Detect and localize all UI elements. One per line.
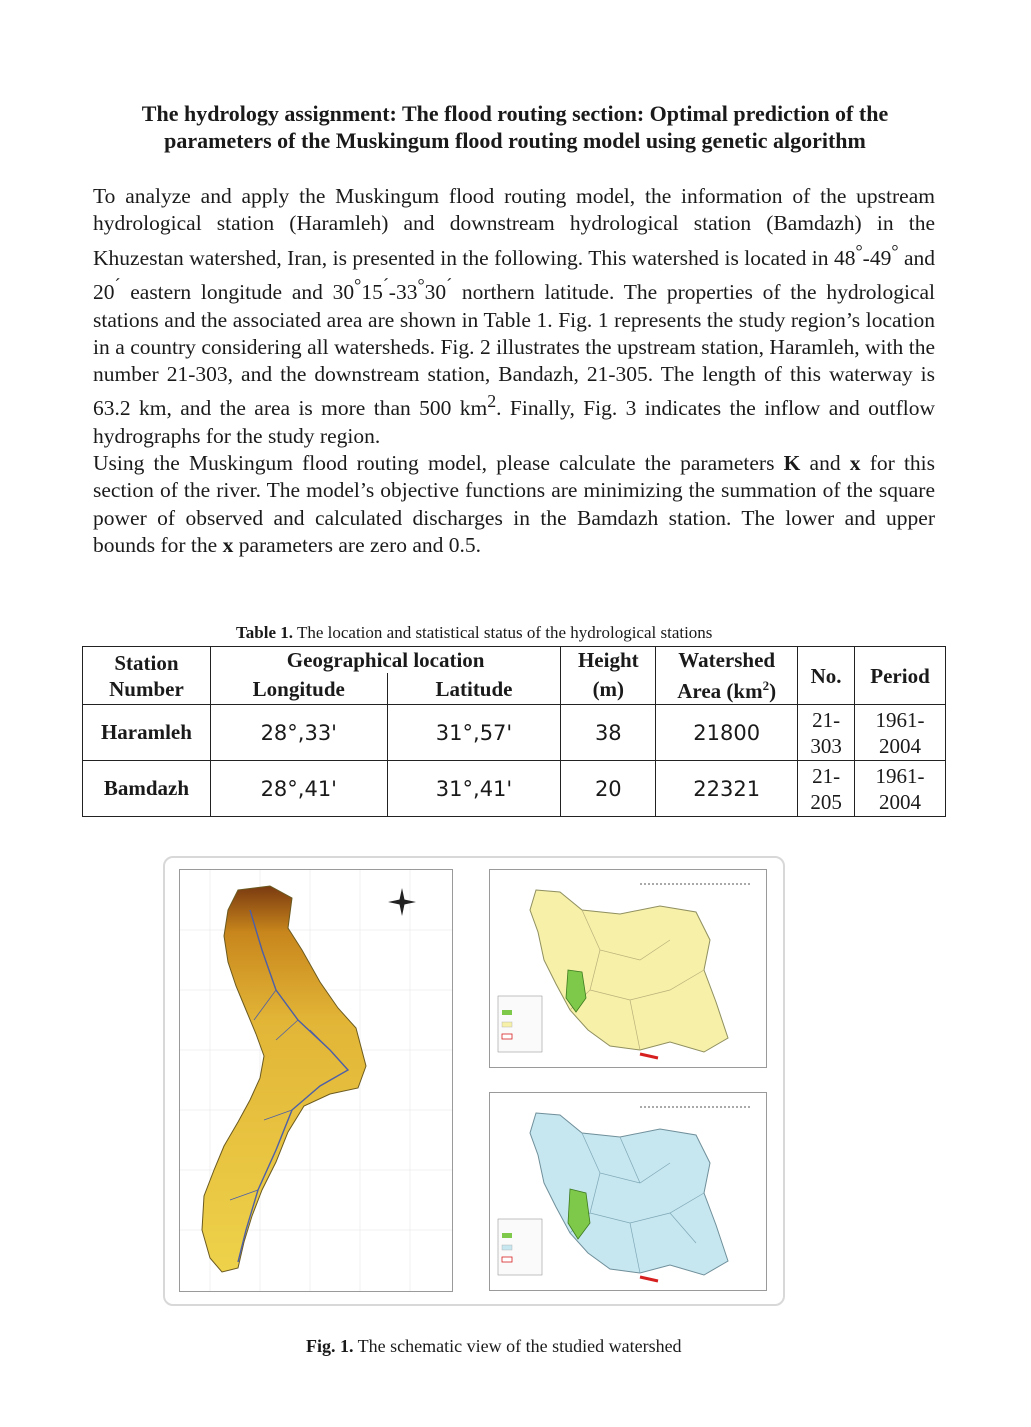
table-row: [83, 761, 946, 817]
iran-provinces-map: [490, 870, 766, 1067]
header-longitude: Longitude: [210, 673, 387, 705]
header-height-unit: (m): [561, 673, 656, 705]
title-line-1: The hydrology assignment: The flood routing section: Optimal prediction of the: [141, 101, 889, 126]
table-caption-text: The location and statistical status of the hydrological stations: [293, 623, 713, 642]
station-no: [798, 705, 855, 761]
latitude-value: 31°,41': [387, 761, 561, 817]
area-value: 22321: [656, 761, 798, 817]
station-period: [855, 761, 946, 817]
iran-provinces-panel: [489, 869, 767, 1068]
height-value: 38: [561, 705, 656, 761]
minute-sign: ´: [382, 275, 389, 296]
table-header-row-1: [83, 647, 946, 674]
body-text: [93, 183, 935, 559]
p1-text-9: . Finally, Fig. 3 indicates the inflow and outflow hydrographs for the study region.: [93, 396, 935, 448]
degree-sign: °: [417, 275, 425, 296]
minute-sign: ´: [446, 275, 453, 296]
figure-caption-label: Fig. 1.: [306, 1336, 354, 1356]
period-line2: 2004: [879, 789, 922, 814]
p1-text-3: and 20: [93, 245, 935, 305]
header-station-line1: Station: [114, 650, 179, 675]
squared-sign: 2: [487, 391, 497, 412]
table-row: [83, 705, 946, 761]
p2-text-3: parameters are zero and 0.5.: [233, 533, 482, 558]
station-no-line2: 303: [810, 733, 842, 758]
header-station-number: [83, 647, 211, 705]
figure-1-frame: [163, 856, 785, 1306]
p1-text-2: -49: [862, 245, 892, 270]
header-area-close: ): [769, 679, 777, 703]
station-no: [798, 761, 855, 817]
p2-text-1: Using the Muskingum flood routing model, please calculate the parameters: [93, 451, 784, 476]
table-caption: [236, 623, 712, 643]
period-line1: 1961-: [875, 763, 925, 788]
header-watershed: Watershed: [656, 647, 798, 674]
figure-caption-text: The schematic view of the studied watershed: [353, 1336, 682, 1356]
header-station-line2: Number: [109, 676, 184, 701]
param-x: x: [849, 451, 861, 476]
header-watershed-area: [656, 673, 798, 705]
period-line1: 1961-: [875, 707, 925, 732]
header-latitude: Latitude: [387, 673, 561, 705]
figure-caption: [306, 1336, 682, 1357]
iran-outline: [530, 1113, 728, 1275]
header-no: No.: [798, 647, 855, 705]
header-period: Period: [855, 647, 946, 705]
degree-sign: °: [354, 275, 362, 296]
latitude-value: 31°,57': [387, 705, 561, 761]
longitude-value: 28°,33': [210, 705, 387, 761]
p1-text-6: -33: [388, 280, 418, 305]
p2-and: and: [800, 451, 850, 476]
p2-text-2: for this section of the river. The model’s objective functions are minimizing the summation of the square power of observed and calculated discharges in the Bamdazh station. The lower and upper bounds for the: [93, 451, 936, 558]
header-area-text: Area (km: [677, 679, 763, 703]
station-no-line1: 21-: [812, 707, 841, 732]
watershed-shape: [202, 886, 366, 1272]
header-area-sup: 2: [762, 678, 770, 693]
paragraph-intro: [93, 183, 935, 450]
p1-text-4: eastern longitude and 30: [120, 280, 355, 305]
title-line-2: parameters of the Muskingum flood routing model using genetic algorithm: [164, 128, 866, 153]
iran-outline: [530, 890, 728, 1052]
p1-text-7: 30: [424, 280, 447, 305]
longitude-value: 28°,41': [210, 761, 387, 817]
paper-title: [80, 100, 950, 154]
degree-sign: °: [891, 240, 899, 261]
p1-text-8: northern latitude. The properties of the hydrological stations and the associated area are shown in Table 1. Fig. 1 represents the study region’s location in a country considering all watersheds. Fig. 2 illustrates the upstream station, Haramleh, with the number 21-303, and the downstream station, Bandazh, 21-305. The length of this waterway is 63.2 km, and the area is more than 500 km: [93, 280, 935, 421]
station-no-line1: 21-: [812, 763, 841, 788]
p1-text-5: 15: [361, 280, 383, 305]
stations-table: [82, 646, 946, 817]
minute-sign: ´: [114, 275, 121, 296]
header-height: Height: [561, 647, 656, 674]
param-x-2: x: [222, 533, 234, 558]
period-line2: 2004: [879, 733, 922, 758]
north-arrow-icon: [388, 888, 416, 916]
table-caption-label: Table 1.: [236, 623, 294, 642]
iran-watersheds-map: [490, 1093, 766, 1290]
param-k: K: [783, 451, 801, 476]
station-name: Bamdazh: [83, 761, 211, 817]
p1-text-1: To analyze and apply the Muskingum flood routing model, the information of the upstream hydrological station (Haramleh) and downstream hydrological station (Bamdazh) in the Khuzestan watershed, Iran, is presented in the following. This watershed is located in 48: [93, 184, 935, 270]
station-name: Haramleh: [83, 705, 211, 761]
watershed-map: [180, 870, 452, 1291]
degree-sign: °: [855, 240, 863, 261]
watershed-map-panel: [179, 869, 453, 1292]
iran-watersheds-panel: [489, 1092, 767, 1291]
area-value: 21800: [656, 705, 798, 761]
paragraph-task: [93, 450, 935, 559]
height-value: 20: [561, 761, 656, 817]
station-no-line2: 205: [810, 789, 842, 814]
header-geographical-location: Geographical location: [210, 647, 560, 674]
station-period: [855, 705, 946, 761]
